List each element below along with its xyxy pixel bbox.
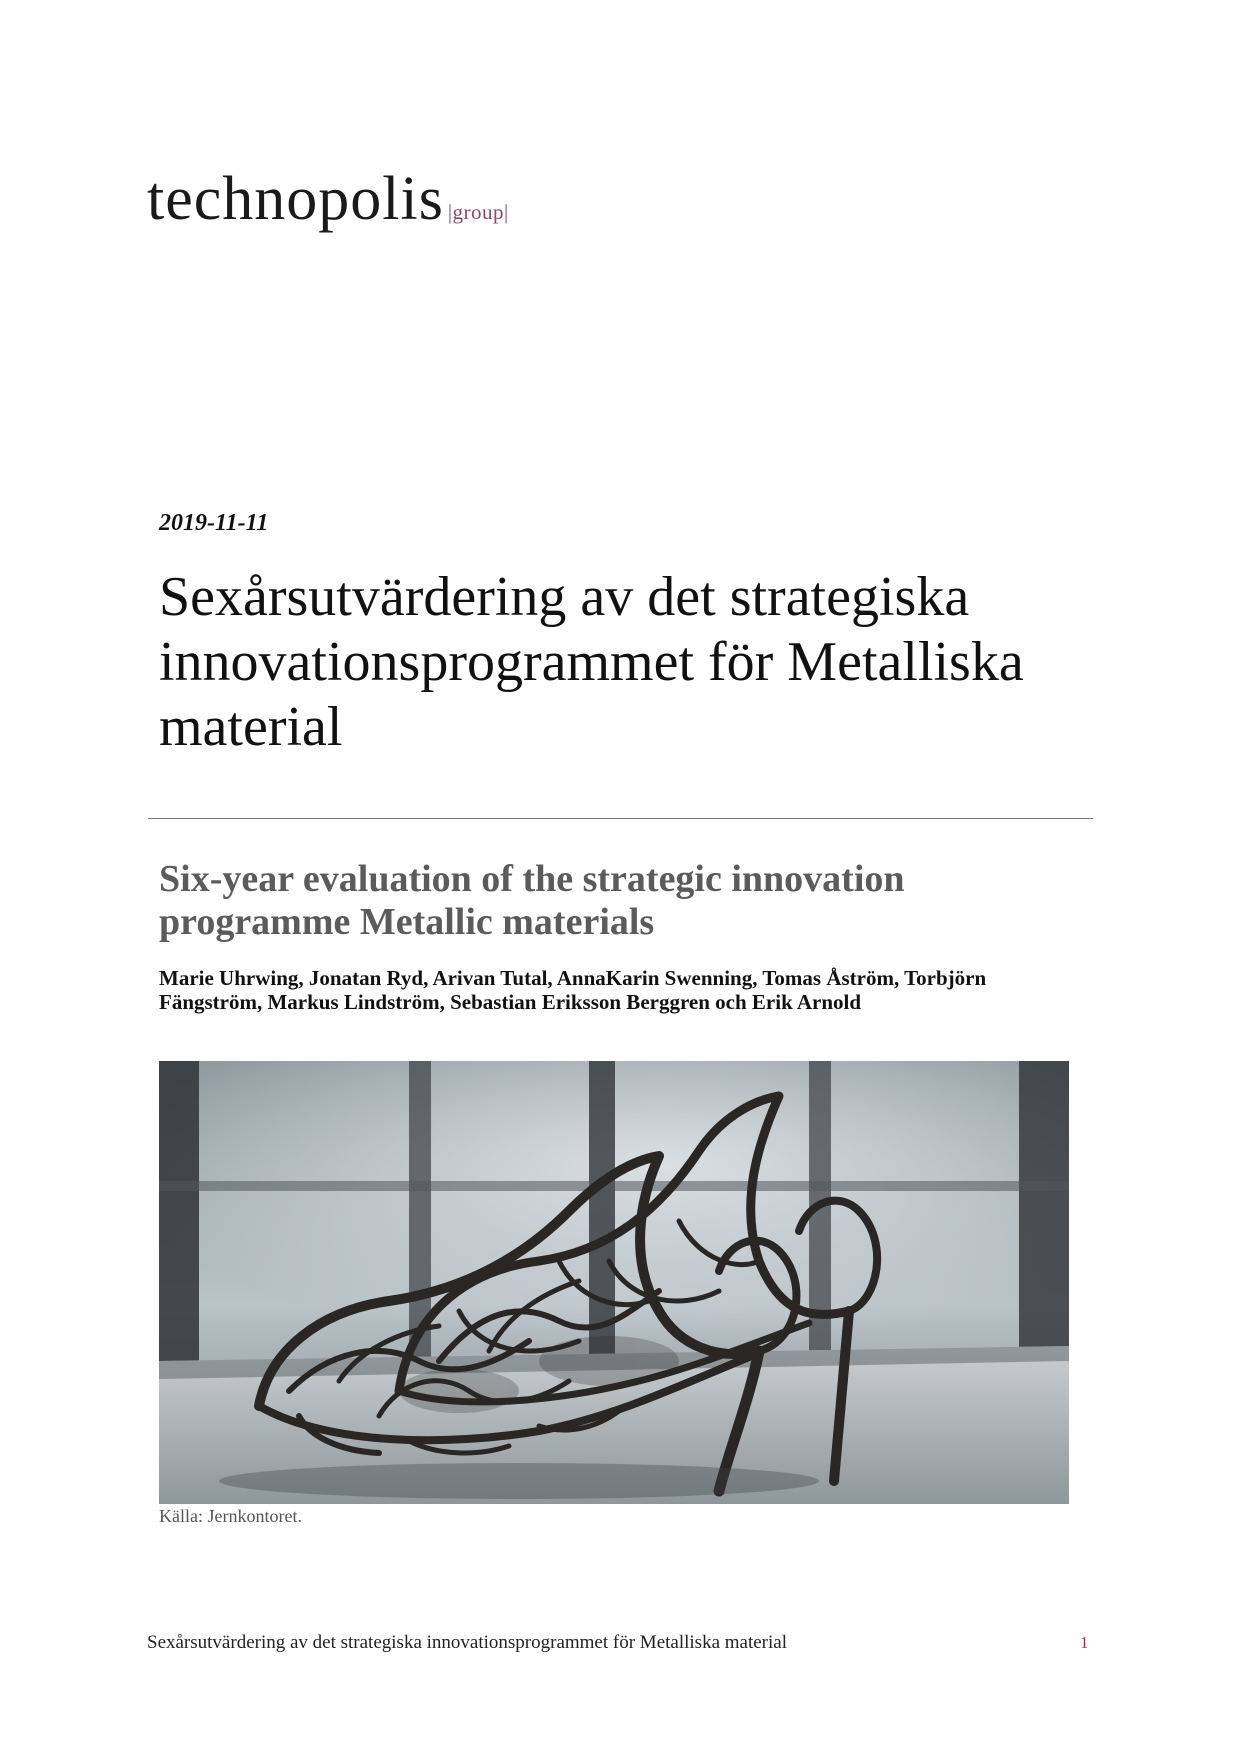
logo-wordmark: technopolis	[147, 165, 444, 233]
author-list: Marie Uhrwing, Jonatan Ryd, Arivan Tutal, AnnaKarin Swenning, Tomas Åström, Torbjörn Fängström, Markus Lindström, Sebastian Eriksson Berggren och Erik Arnold	[159, 966, 987, 1014]
technopolis-logo	[147, 165, 509, 233]
title-divider	[148, 818, 1093, 819]
page-number: 1	[1080, 1633, 1089, 1652]
footer-document-title: Sexårsutvärdering av det strategiska innovationsprogrammet för Metalliska material	[147, 1632, 787, 1653]
cover-photo-metal-shoes	[159, 1061, 1069, 1504]
shoe-photo-illustration	[159, 1061, 1069, 1504]
report-subtitle-english: Six-year evaluation of the strategic innovation programme Metallic materials	[159, 858, 905, 943]
image-caption: Källa: Jernkontoret.	[159, 1506, 302, 1526]
report-title: Sexårsutvärdering av det strategiska innovationsprogrammet för Metalliska material	[159, 566, 1024, 758]
report-date: 2019-11-11	[159, 510, 269, 536]
logo-group-suffix: |group|	[447, 200, 509, 224]
